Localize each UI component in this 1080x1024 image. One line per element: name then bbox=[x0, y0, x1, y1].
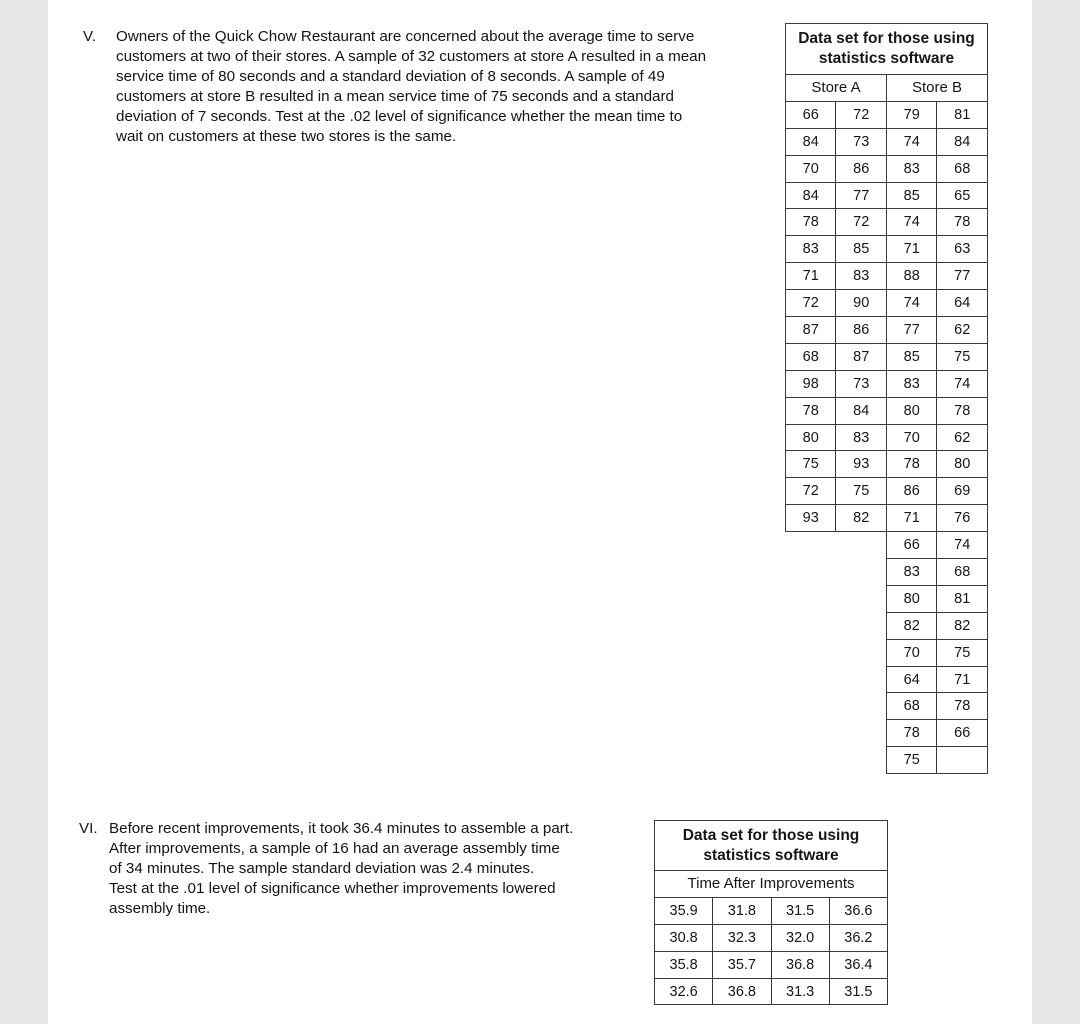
table-cell: 83 bbox=[786, 236, 836, 263]
table-cell: 31.3 bbox=[771, 978, 829, 1005]
table-cell: 77 bbox=[937, 263, 988, 290]
table-cell: 73 bbox=[836, 128, 887, 155]
table-cell: 72 bbox=[786, 478, 836, 505]
table-cell: 72 bbox=[836, 209, 887, 236]
table-cell: 77 bbox=[836, 182, 887, 209]
table-row bbox=[786, 639, 988, 666]
assembly-time-table bbox=[654, 820, 888, 1005]
table-cell: 87 bbox=[836, 343, 887, 370]
problem-6-number: VI. bbox=[79, 820, 98, 837]
table-cell: 78 bbox=[937, 397, 988, 424]
table-6-body bbox=[655, 897, 888, 1005]
table-cell: 85 bbox=[886, 182, 936, 209]
table-5-body bbox=[786, 101, 988, 773]
table-cell bbox=[836, 612, 887, 639]
table-row bbox=[655, 897, 888, 924]
table-cell: 72 bbox=[786, 290, 836, 317]
table-cell: 36.8 bbox=[713, 978, 771, 1005]
table-row bbox=[655, 951, 888, 978]
table-cell bbox=[786, 559, 836, 586]
table-row bbox=[655, 924, 888, 951]
table-cell: 83 bbox=[886, 370, 936, 397]
problem-5-number: V. bbox=[83, 28, 96, 45]
table-cell: 31.5 bbox=[829, 978, 887, 1005]
table-cell: 76 bbox=[937, 505, 988, 532]
problem-5 bbox=[83, 27, 783, 157]
table-row bbox=[786, 747, 988, 774]
table-cell: 70 bbox=[786, 155, 836, 182]
table-row bbox=[786, 585, 988, 612]
table-row bbox=[786, 693, 988, 720]
table-row bbox=[786, 343, 988, 370]
table-cell: 86 bbox=[886, 478, 936, 505]
table-cell: 66 bbox=[786, 101, 836, 128]
table-cell: 74 bbox=[886, 209, 936, 236]
table-cell bbox=[836, 639, 887, 666]
problem-5-text: Owners of the Quick Chow Restaurant are concerned about the average time to serve customers at two of their stores. A sample of 32 customers at store A resulted in a mean service time of 80 seconds and a standard deviation of 8 seconds. A sample of 49 customers at store B resulted in a mean service time of 75 seconds and a standard deviation of 7 seconds. Test at the .02 level of significance whether the mean time to wait on customers at these two stores is the same. bbox=[116, 28, 707, 145]
store-service-time-table bbox=[785, 23, 988, 774]
table-row bbox=[786, 155, 988, 182]
table-cell: 86 bbox=[836, 155, 887, 182]
table-cell: 35.8 bbox=[655, 951, 713, 978]
table-cell: 80 bbox=[786, 424, 836, 451]
table-cell: 88 bbox=[886, 263, 936, 290]
table-row bbox=[786, 236, 988, 263]
table-cell bbox=[786, 666, 836, 693]
table-cell: 74 bbox=[886, 290, 936, 317]
table-cell: 66 bbox=[886, 532, 936, 559]
table-row bbox=[786, 532, 988, 559]
table-row bbox=[786, 666, 988, 693]
worksheet-page bbox=[48, 0, 1032, 1024]
table-cell: 85 bbox=[836, 236, 887, 263]
table-cell: 68 bbox=[937, 155, 988, 182]
table-row bbox=[786, 263, 988, 290]
table-cell: 98 bbox=[786, 370, 836, 397]
table-row bbox=[786, 128, 988, 155]
table-cell: 71 bbox=[886, 505, 936, 532]
table-cell: 74 bbox=[886, 128, 936, 155]
table-cell: 87 bbox=[786, 317, 836, 344]
table-cell bbox=[836, 693, 887, 720]
table-cell: 30.8 bbox=[655, 924, 713, 951]
table-row bbox=[786, 209, 988, 236]
table-cell: 84 bbox=[786, 128, 836, 155]
time-after-improvements-header: Time After Improvements bbox=[655, 871, 888, 898]
table-row bbox=[786, 370, 988, 397]
table-cell: 82 bbox=[886, 612, 936, 639]
table-cell: 81 bbox=[937, 585, 988, 612]
table-cell: 83 bbox=[886, 155, 936, 182]
table-cell: 64 bbox=[937, 290, 988, 317]
table-cell: 83 bbox=[886, 559, 936, 586]
table-cell: 81 bbox=[937, 101, 988, 128]
table-cell: 75 bbox=[886, 747, 936, 774]
table-cell: 70 bbox=[886, 424, 936, 451]
table-cell bbox=[786, 693, 836, 720]
table-cell: 32.0 bbox=[771, 924, 829, 951]
table-cell: 32.6 bbox=[655, 978, 713, 1005]
table-cell: 75 bbox=[786, 451, 836, 478]
table-cell: 71 bbox=[937, 666, 988, 693]
table-row bbox=[786, 505, 988, 532]
table-cell: 65 bbox=[937, 182, 988, 209]
table-cell: 74 bbox=[937, 370, 988, 397]
table-row bbox=[786, 101, 988, 128]
table-cell: 75 bbox=[836, 478, 887, 505]
table-cell: 84 bbox=[937, 128, 988, 155]
table-cell: 36.8 bbox=[771, 951, 829, 978]
table-cell: 75 bbox=[937, 343, 988, 370]
table-row bbox=[786, 720, 988, 747]
table-cell: 93 bbox=[836, 451, 887, 478]
table-cell: 78 bbox=[937, 693, 988, 720]
table-6-title: Data set for those using statistics software bbox=[655, 821, 888, 871]
table-cell: 93 bbox=[786, 505, 836, 532]
store-b-header: Store B bbox=[886, 75, 987, 102]
table-row bbox=[786, 612, 988, 639]
table-row bbox=[786, 182, 988, 209]
table-cell: 75 bbox=[937, 639, 988, 666]
table-row bbox=[786, 290, 988, 317]
table-cell: 32.3 bbox=[713, 924, 771, 951]
table-cell: 78 bbox=[937, 209, 988, 236]
table-cell bbox=[786, 585, 836, 612]
table-cell: 78 bbox=[786, 397, 836, 424]
table-cell: 62 bbox=[937, 424, 988, 451]
table-cell: 78 bbox=[886, 451, 936, 478]
table-row bbox=[655, 978, 888, 1005]
table-cell: 36.4 bbox=[829, 951, 887, 978]
table-cell: 78 bbox=[786, 209, 836, 236]
table-row bbox=[786, 424, 988, 451]
table-cell bbox=[786, 747, 836, 774]
table-cell: 78 bbox=[886, 720, 936, 747]
table-cell: 82 bbox=[937, 612, 988, 639]
table-cell: 80 bbox=[937, 451, 988, 478]
table-cell: 84 bbox=[786, 182, 836, 209]
table-cell: 68 bbox=[886, 693, 936, 720]
table-cell bbox=[836, 585, 887, 612]
table-cell: 84 bbox=[836, 397, 887, 424]
table-cell: 63 bbox=[937, 236, 988, 263]
table-cell: 66 bbox=[937, 720, 988, 747]
table-cell: 71 bbox=[786, 263, 836, 290]
table-cell: 71 bbox=[886, 236, 936, 263]
table-5-title: Data set for those using statistics software bbox=[786, 24, 988, 75]
table-cell: 85 bbox=[886, 343, 936, 370]
table-cell: 62 bbox=[937, 317, 988, 344]
table-row bbox=[786, 559, 988, 586]
table-cell: 86 bbox=[836, 317, 887, 344]
table-cell bbox=[836, 559, 887, 586]
problem-6 bbox=[79, 819, 659, 929]
table-cell: 77 bbox=[886, 317, 936, 344]
table-cell: 35.7 bbox=[713, 951, 771, 978]
table-cell bbox=[786, 532, 836, 559]
table-row bbox=[786, 451, 988, 478]
table-cell: 69 bbox=[937, 478, 988, 505]
table-cell bbox=[836, 666, 887, 693]
table-cell: 74 bbox=[937, 532, 988, 559]
table-cell: 80 bbox=[886, 397, 936, 424]
table-cell bbox=[836, 532, 887, 559]
table-cell: 68 bbox=[937, 559, 988, 586]
table-cell: 70 bbox=[886, 639, 936, 666]
table-cell bbox=[786, 612, 836, 639]
table-cell: 82 bbox=[836, 505, 887, 532]
table-cell: 36.6 bbox=[829, 897, 887, 924]
table-cell: 80 bbox=[886, 585, 936, 612]
table-cell: 72 bbox=[836, 101, 887, 128]
table-cell: 64 bbox=[886, 666, 936, 693]
table-cell: 36.2 bbox=[829, 924, 887, 951]
table-cell: 83 bbox=[836, 424, 887, 451]
table-cell bbox=[786, 639, 836, 666]
table-row bbox=[786, 317, 988, 344]
table-cell: 68 bbox=[786, 343, 836, 370]
problem-6-text: Before recent improvements, it took 36.4 minutes to assemble a part. After improvements, a sample of 16 had an average assembly time of 34 minutes. The sample standard deviation was 2.4 minutes. Test at the .01 level of significance whether improvements lowered assembly time. bbox=[109, 820, 574, 917]
table-row bbox=[786, 397, 988, 424]
table-cell: 35.9 bbox=[655, 897, 713, 924]
table-cell bbox=[836, 720, 887, 747]
table-cell: 79 bbox=[886, 101, 936, 128]
table-cell bbox=[836, 747, 887, 774]
table-cell: 31.8 bbox=[713, 897, 771, 924]
table-cell: 31.5 bbox=[771, 897, 829, 924]
table-cell bbox=[937, 747, 988, 774]
store-a-header: Store A bbox=[786, 75, 887, 102]
table-cell bbox=[786, 720, 836, 747]
table-row bbox=[786, 478, 988, 505]
table-cell: 90 bbox=[836, 290, 887, 317]
table-cell: 73 bbox=[836, 370, 887, 397]
table-cell: 83 bbox=[836, 263, 887, 290]
